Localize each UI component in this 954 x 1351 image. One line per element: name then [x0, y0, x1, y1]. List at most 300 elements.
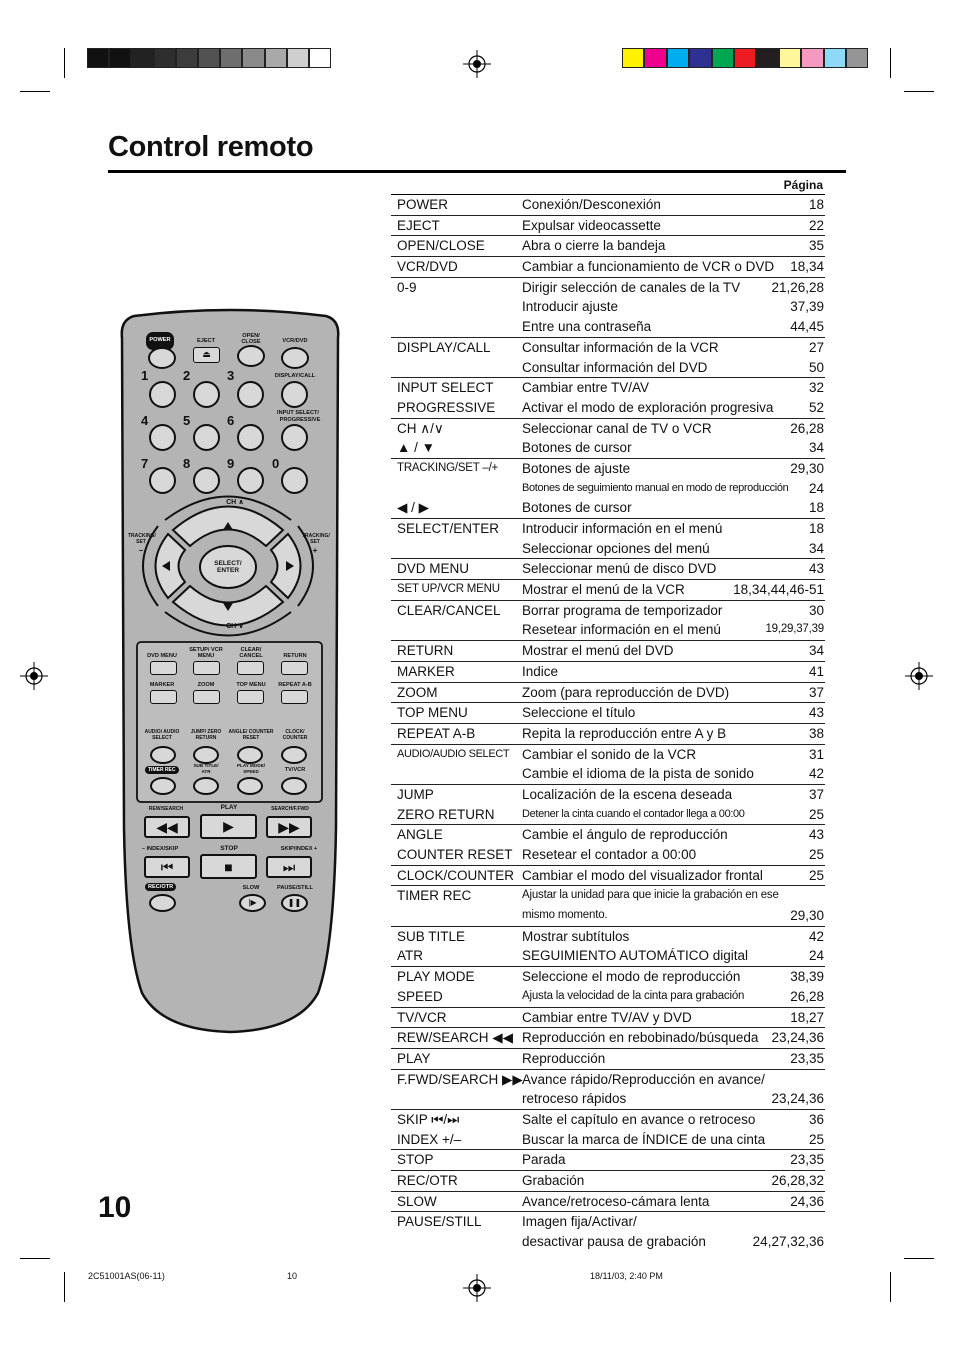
gray-swatch: [109, 48, 131, 68]
button-name: PAUSE/STILL: [397, 1214, 482, 1230]
color-swatch: [734, 48, 756, 68]
clock-counter-button[interactable]: [281, 746, 307, 764]
button-name: MARKER: [397, 663, 455, 679]
play-mode-button[interactable]: [237, 777, 263, 795]
cursor-right-button[interactable]: [280, 552, 302, 582]
description: Detener la cinta cuando el contador llega a 00:00: [522, 807, 745, 820]
digit-7-label: 7: [141, 456, 149, 471]
table-body: [391, 195, 825, 1252]
registration-target-icon: [905, 662, 933, 690]
rew-search-label: REW/SEARCH: [148, 806, 184, 812]
page-ref: 23,24,36: [771, 1030, 824, 1046]
description: Reproducción en rebobinado/búsqueda: [522, 1030, 759, 1046]
repeat-ab-label: REPEAT A-B: [278, 682, 312, 688]
description: Introducir información en el menú: [522, 521, 723, 536]
button-name: ATR: [397, 948, 423, 964]
skip-forward-button[interactable]: [266, 856, 312, 878]
digit-9-label: 9: [227, 456, 235, 471]
table-row: [391, 1192, 825, 1213]
digit-0-label: 0: [272, 456, 280, 471]
stop-label: STOP: [220, 845, 238, 852]
description: Localización de la escena deseada: [522, 786, 733, 802]
page-ref: 34: [808, 440, 824, 456]
button-name: CH ∧/∨: [397, 420, 444, 436]
tracking-plus-sign: +: [312, 546, 318, 555]
table-row: [391, 1008, 825, 1029]
table-row: [391, 1150, 825, 1171]
table-line: [391, 785, 825, 805]
page-ref: 43: [808, 561, 824, 577]
table-line: [391, 825, 825, 845]
subtitle-label: SUB TITLE/ ATR: [193, 763, 219, 774]
button-name: 0-9: [397, 279, 417, 295]
button-name: DVD MENU: [397, 561, 470, 577]
rewind-icon: ◀◀: [156, 818, 178, 835]
play-label: PLAY: [220, 804, 238, 811]
button-name: PLAY MODE: [397, 969, 475, 985]
button-name: STOP: [397, 1152, 434, 1168]
table-line: [391, 580, 825, 600]
page-ref: 23,35: [790, 1050, 824, 1066]
page-ref: 41: [808, 663, 824, 679]
digit-0-button[interactable]: [281, 467, 308, 494]
description: Imagen fija/Activar/: [522, 1214, 637, 1230]
table-line: [391, 498, 825, 518]
digit-2-button[interactable]: [193, 381, 220, 408]
button-reference-table: [391, 173, 825, 1252]
gray-swatch: [265, 48, 287, 68]
description: Cambiar entre TV/AV y DVD: [522, 1009, 692, 1025]
table-row: [391, 886, 825, 926]
button-name: SLOW: [397, 1193, 437, 1209]
button-name: EJECT: [397, 217, 440, 233]
description: Dirigir selección de canales de la TV: [522, 279, 741, 295]
table-line: [391, 419, 825, 439]
rec-otr-label: REC/OTR: [145, 883, 176, 891]
cursor-left-button[interactable]: [152, 552, 174, 582]
page-ref: 24: [808, 948, 824, 964]
table-row: [391, 195, 825, 216]
digit-5-button[interactable]: [193, 424, 220, 451]
description: Ajustar la unidad para que inicie la grabación en ese: [522, 889, 779, 902]
slow-button[interactable]: [239, 894, 266, 912]
skip-back-button[interactable]: [144, 856, 190, 878]
description: Zoom (para reproducción de DVD): [522, 684, 730, 700]
description: Activar el modo de exploración progresiva: [522, 399, 774, 415]
fast-forward-icon: ▶▶: [278, 818, 300, 835]
gray-swatch: [87, 48, 109, 68]
table-row: [391, 641, 825, 662]
table-line: [391, 745, 825, 765]
table-line: [391, 195, 825, 215]
rew-button[interactable]: [144, 816, 190, 838]
button-name: DISPLAY/CALL: [397, 339, 491, 355]
return-button[interactable]: [281, 661, 308, 675]
table-row: [391, 216, 825, 237]
clear-cancel-button[interactable]: [237, 661, 264, 675]
description: Resetear el contador a 00:00: [522, 847, 697, 862]
button-name: INPUT SELECT: [397, 380, 494, 396]
color-swatch: [712, 48, 734, 68]
table-line: [391, 257, 825, 277]
page-ref: 38: [808, 725, 824, 741]
top-menu-label: TOP MENU: [236, 682, 266, 688]
page-ref: 24,27,32,36: [752, 1234, 824, 1250]
table-line: [391, 845, 825, 865]
button-name: ◀ / ▶: [397, 500, 430, 516]
tracking-minus-label: TRACKING/ SET: [128, 533, 156, 545]
dvd-menu-button[interactable]: [150, 661, 177, 675]
rec-otr-button[interactable]: [149, 894, 176, 912]
ch-label: CH: [226, 623, 237, 630]
table-line: [391, 1212, 825, 1232]
description: Avance/retroceso-cámara lenta: [522, 1193, 710, 1209]
description: Cambiar el sonido de la VCR: [522, 746, 697, 762]
jump-button[interactable]: [193, 746, 219, 764]
button-name: COUNTER RESET: [397, 847, 513, 862]
digit-4-label: 4: [141, 413, 149, 428]
table-line: [391, 662, 825, 682]
open-close-button[interactable]: [237, 345, 265, 367]
zoom-label: ZOOM: [197, 682, 215, 688]
chevron-up-icon: ∧: [238, 499, 244, 506]
page-ref: 44,45: [790, 319, 824, 335]
table-row: [391, 236, 825, 257]
description: Botones de ajuste: [522, 460, 631, 476]
digit-8-label: 8: [183, 456, 191, 471]
pause-icon: ❚❚: [287, 898, 302, 907]
color-swatch: [824, 48, 846, 68]
digit-9-button[interactable]: [237, 467, 264, 494]
page-ref: 19,29,37,39: [765, 623, 824, 636]
vcr-dvd-button[interactable]: [281, 347, 309, 369]
digit-3-button[interactable]: [237, 381, 264, 408]
button-name: REPEAT A-B: [397, 725, 476, 741]
play-button[interactable]: [200, 814, 257, 839]
description: Ajusta la velocidad de la cinta para grabación: [522, 989, 745, 1002]
table-row: [391, 785, 825, 825]
table-line: [391, 987, 825, 1007]
stop-button[interactable]: [200, 854, 257, 879]
table-line: [391, 1070, 825, 1090]
tv-vcr-button[interactable]: [281, 777, 307, 795]
footer-date: 18/11/03, 2:40 PM: [590, 1271, 663, 1281]
registration-target-icon: [20, 662, 48, 690]
index-skip-minus-label: – INDEX/SKIP: [141, 846, 179, 852]
search-ffwd-label: SEARCH/F.FWD: [271, 806, 309, 812]
dvd-menu-label: DVD MENU: [147, 653, 177, 659]
table-line: [391, 398, 825, 418]
page-ref: 27: [808, 339, 824, 355]
page-ref: 29,30: [790, 460, 824, 476]
eject-button[interactable]: ⏏: [193, 347, 220, 363]
table-line: [391, 338, 825, 358]
table-row: [391, 1028, 825, 1049]
marker-button[interactable]: [150, 690, 177, 704]
table-row: [391, 459, 825, 519]
description: Indice: [522, 663, 559, 679]
color-swatch: [756, 48, 778, 68]
button-name: POWER: [397, 197, 449, 212]
digit-8-button[interactable]: [193, 467, 220, 494]
skip-back-icon: ⏮: [160, 858, 174, 875]
slow-icon: |▶: [248, 898, 257, 907]
table-line: [391, 805, 825, 825]
description: Borrar programa de temporizador: [522, 602, 723, 618]
vcr-dvd-label: VCR/DVD: [282, 338, 308, 344]
page-ref: 25: [808, 1131, 824, 1147]
table-row: [391, 1212, 825, 1251]
button-name: RETURN: [397, 643, 454, 659]
description: Mostrar el menú de la VCR: [522, 582, 685, 598]
description: Cambiar a funcionamiento de VCR o DVD: [522, 259, 775, 275]
button-name: SKIP ⏮/⏭: [397, 1111, 460, 1127]
digit-1-button[interactable]: [149, 381, 176, 408]
button-name: TRACKING/SET –/+: [397, 461, 499, 474]
table-row: [391, 278, 825, 338]
table-line: [391, 459, 825, 479]
digit-5-label: 5: [183, 413, 191, 428]
table-line: [391, 479, 825, 499]
page-column-header: Página: [391, 173, 825, 195]
page-ref: 25: [808, 806, 824, 822]
zoom-button[interactable]: [193, 690, 220, 704]
page-ref: 50: [808, 359, 824, 375]
tracking-minus-sign: –: [138, 546, 144, 555]
description: Botones de cursor: [522, 500, 632, 516]
crop-mark: [64, 48, 65, 78]
page-ref: 18: [808, 500, 824, 516]
table-row: [391, 927, 825, 967]
table-line: [391, 1232, 825, 1252]
pause-still-button[interactable]: [281, 894, 308, 912]
button-name: SUB TITLE: [397, 928, 466, 944]
button-name: CLOCK/COUNTER: [397, 867, 515, 883]
description: Resetear información en el menú: [522, 622, 721, 638]
button-name: TOP MENU: [397, 705, 468, 721]
button-name: ANGLE: [397, 827, 443, 843]
page-ref: 32: [808, 380, 824, 396]
digit-3-label: 3: [227, 368, 235, 383]
table-line: [391, 683, 825, 703]
table-line: [391, 297, 825, 317]
description: Buscar la marca de ÍNDICE de una cinta: [522, 1131, 766, 1147]
table-line: [391, 358, 825, 378]
table-row: [391, 338, 825, 378]
button-name: OPEN/CLOSE: [397, 238, 485, 254]
button-name: ZOOM: [397, 684, 438, 700]
progressive-label: PROGRESSIVE: [279, 417, 321, 423]
table-row: [391, 559, 825, 580]
page-ref: 24,36: [790, 1193, 824, 1209]
cursor-up-button[interactable]: [212, 518, 246, 540]
page-ref: 22: [808, 217, 824, 233]
gray-swatch: [309, 48, 331, 68]
table-line: [391, 1150, 825, 1170]
return-label: RETURN: [283, 653, 307, 659]
table-line: [391, 216, 825, 236]
page-ref: 18,34,44,46-51: [733, 582, 824, 598]
table-line: [391, 764, 825, 784]
table-row: [391, 601, 825, 641]
description: retroceso rápidos: [522, 1091, 627, 1107]
table-line: [391, 906, 825, 926]
table-line: [391, 236, 825, 256]
digit-6-button[interactable]: [237, 424, 264, 451]
table-line: [391, 967, 825, 987]
page-ref: 34: [808, 540, 824, 556]
page-ref: 30: [808, 602, 824, 618]
description: Salte el capítulo en avance o retroceso: [522, 1111, 756, 1127]
gray-swatch: [220, 48, 242, 68]
table-row: [391, 967, 825, 1007]
jump-label: JUMP/ ZERO RETURN: [190, 729, 222, 741]
table-line: [391, 1171, 825, 1191]
description: Mostrar subtítulos: [522, 928, 630, 944]
input-select-button[interactable]: [281, 424, 308, 451]
description: Seleccionar opciones del menú: [522, 540, 710, 556]
play-icon: ▶: [223, 818, 234, 834]
chevron-down-icon: ∨: [238, 623, 244, 630]
table-row: [391, 825, 825, 865]
description: Entre una contraseña: [522, 319, 652, 335]
page-ref: 26,28: [790, 988, 824, 1004]
page-ref: 38,39: [790, 969, 824, 985]
description: Seleccionar menú de disco DVD: [522, 561, 717, 577]
page-ref: 26,28: [790, 420, 824, 436]
button-name: VCR/DVD: [397, 259, 458, 275]
description: Botones de cursor: [522, 440, 632, 456]
select-enter-button[interactable]: SELECT/ ENTER: [214, 560, 242, 574]
page-ref: 29,30: [790, 908, 824, 924]
table-line: [391, 927, 825, 947]
page-ref: 18,34: [790, 259, 824, 275]
ffwd-button[interactable]: [266, 816, 312, 838]
description: Cambie el ángulo de reproducción: [522, 827, 728, 843]
table-line: [391, 866, 825, 886]
button-name: SELECT/ENTER: [397, 521, 500, 536]
page-ref: 25: [808, 867, 824, 883]
digit-4-button[interactable]: [149, 424, 176, 451]
table-line: [391, 641, 825, 661]
power-button[interactable]: POWER: [146, 332, 174, 350]
clear-cancel-label: CLEAR/ CANCEL: [239, 647, 263, 659]
stop-icon: ■: [224, 858, 233, 875]
color-swatch: [846, 48, 868, 68]
table-line: [391, 1008, 825, 1028]
ch-up-label: [226, 500, 244, 506]
page-ref: 23,24,36: [771, 1091, 824, 1107]
description: Seleccione el título: [522, 705, 636, 721]
angle-button[interactable]: [237, 746, 263, 764]
tv-vcr-label: TV/VCR: [284, 767, 306, 773]
slow-label: SLOW: [242, 885, 260, 891]
page-title: Control remoto: [108, 131, 314, 163]
table-row: [391, 703, 825, 724]
table-line: [391, 1049, 825, 1069]
crop-mark: [904, 91, 934, 92]
gray-swatch: [154, 48, 176, 68]
cursor-down-button[interactable]: [212, 596, 246, 618]
tracking-plus-label: TRACKING/ SET: [302, 533, 330, 545]
timer-rec-button[interactable]: [150, 777, 176, 795]
table-line: [391, 703, 825, 723]
table-line: [391, 601, 825, 621]
top-menu-button[interactable]: [237, 690, 264, 704]
table-line: [391, 378, 825, 398]
input-select-label: INPUT SELECT/: [277, 410, 319, 416]
page-ref: 18: [808, 521, 824, 536]
footer-page: 10: [287, 1271, 298, 1281]
page-ref: 21,26,28: [771, 279, 824, 295]
page-ref: 34: [808, 643, 824, 659]
setup-vcr-menu-button[interactable]: [193, 661, 220, 675]
marker-label: MARKER: [149, 682, 175, 688]
button-name: JUMP: [397, 786, 434, 802]
description: Conexión/Desconexión: [522, 197, 661, 212]
button-name: REW/SEARCH ◀◀: [397, 1030, 514, 1046]
page-ref: 23,35: [790, 1152, 824, 1168]
eject-label: EJECT: [196, 338, 216, 344]
registration-target-icon: [463, 1274, 491, 1302]
table-line: [391, 438, 825, 458]
page-ref: 43: [808, 827, 824, 843]
ch-label: CH: [226, 499, 237, 506]
description: Grabación: [522, 1173, 585, 1188]
crop-mark: [904, 1258, 934, 1259]
open-close-label: OPEN/ CLOSE: [241, 333, 261, 345]
description: Seleccionar canal de TV o VCR: [522, 420, 712, 436]
page-ref: 42: [808, 766, 824, 782]
description: SEGUIMIENTO AUTOMÁTICO digital: [522, 948, 749, 964]
skip-index-plus-label: SKIP/INDEX +: [280, 846, 318, 852]
page-ref: 43: [808, 705, 824, 721]
subtitle-button[interactable]: [193, 777, 219, 795]
description: Repita la reproducción entre A y B: [522, 725, 727, 741]
button-name: INDEX +/–: [397, 1131, 462, 1147]
digit-1-label: 1: [141, 368, 149, 383]
description: Expulsar videocassette: [522, 217, 661, 233]
page-ref: 36: [808, 1111, 824, 1127]
gray-swatch: [198, 48, 220, 68]
page-ref: 37: [808, 684, 824, 700]
table-row: [391, 419, 825, 459]
display-call-button[interactable]: [281, 381, 308, 408]
digit-7-button[interactable]: [149, 467, 176, 494]
repeat-ab-button[interactable]: [281, 690, 308, 704]
color-swatch: [622, 48, 644, 68]
table-row: [391, 866, 825, 887]
description: Seleccione el modo de reproducción: [522, 969, 741, 985]
registration-target-icon: [463, 50, 491, 78]
footer-code: 2C51001AS(06-11): [88, 1271, 165, 1281]
description: Introducir ajuste: [522, 299, 619, 315]
power-round-button[interactable]: [148, 347, 176, 369]
table-line: [391, 1192, 825, 1212]
button-name: TIMER REC: [397, 888, 472, 904]
button-name: ZERO RETURN: [397, 806, 495, 822]
audio-button[interactable]: [150, 746, 176, 764]
description: Cambiar entre TV/AV: [522, 380, 650, 396]
page-ref: 18,27: [790, 1009, 824, 1025]
description: mismo momento.: [522, 909, 608, 922]
table-line: [391, 946, 825, 966]
button-name: AUDIO/AUDIO SELECT: [397, 747, 510, 760]
crop-mark: [64, 1272, 65, 1302]
table-row: [391, 1110, 825, 1150]
page-ref: 24: [808, 480, 824, 496]
color-swatch: [644, 48, 666, 68]
